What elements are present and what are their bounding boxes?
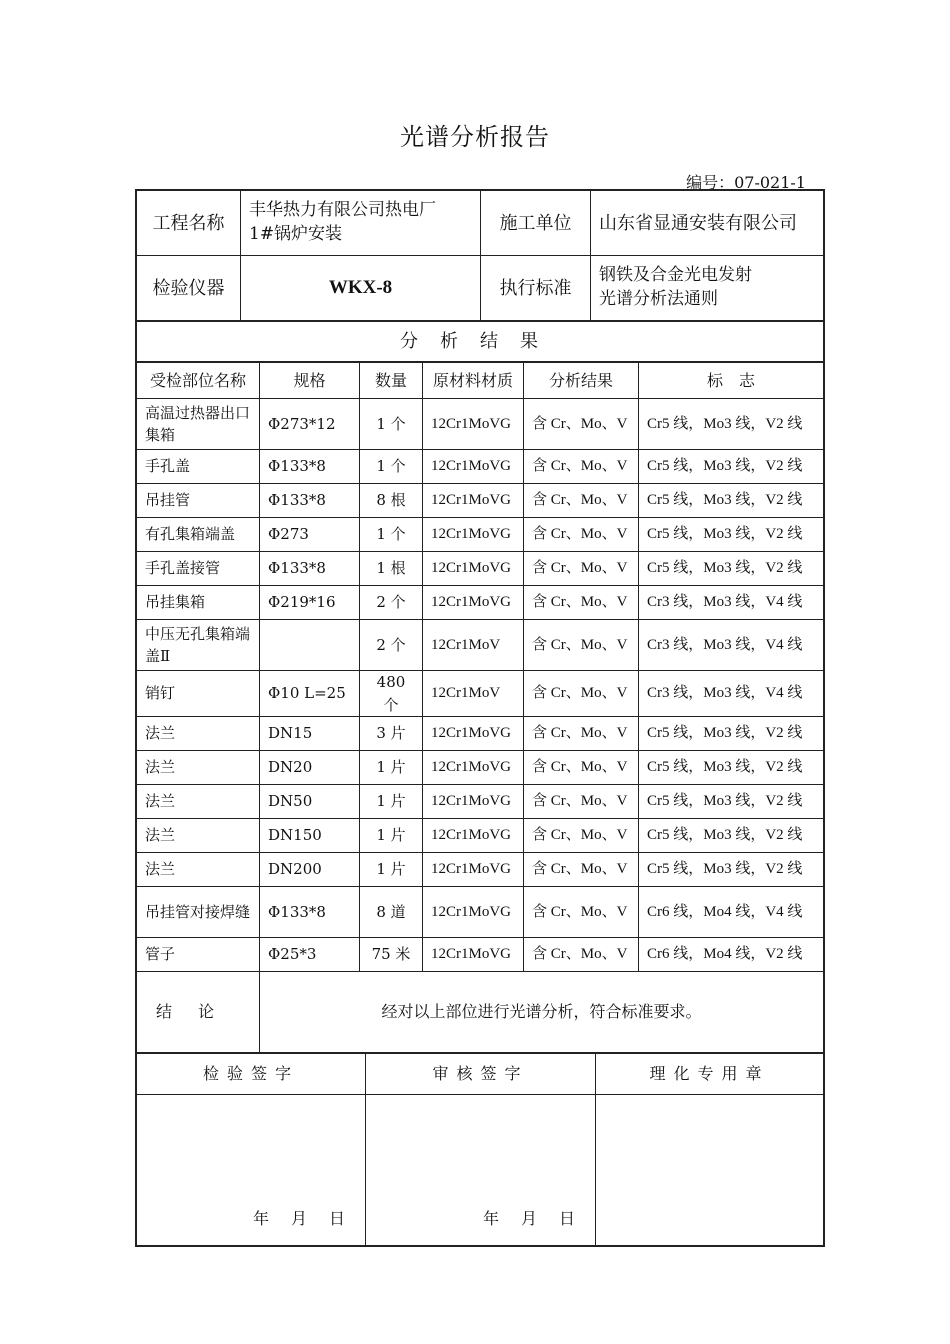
spec: Φ219*16	[260, 586, 360, 620]
marker-lines: Cr3 线，Mo3 线，V4 线	[639, 620, 824, 671]
part-name: 法兰	[137, 751, 260, 785]
part-name: 销钉	[137, 671, 260, 717]
quantity: 1 个	[360, 518, 423, 552]
table-row	[137, 484, 824, 518]
table-row	[137, 450, 824, 484]
material: 12Cr1MoVG	[423, 484, 524, 518]
analysis-result: 含 Cr、Mo、V	[524, 450, 639, 484]
marker-lines: Cr5 线，Mo3 线，V2 线	[639, 518, 824, 552]
quantity: 3 片	[360, 717, 423, 751]
table-row	[137, 819, 824, 853]
quantity: 480 个	[360, 671, 423, 717]
part-name: 法兰	[137, 819, 260, 853]
spec: Φ133*8	[260, 552, 360, 586]
conclusion-row	[137, 972, 824, 1053]
spec: DN150	[260, 819, 360, 853]
part-name: 手孔盖	[137, 450, 260, 484]
marker-lines: Cr5 线，Mo3 线，V2 线	[639, 785, 824, 819]
material: 12Cr1MoVG	[423, 938, 524, 972]
marker-lines: Cr5 线，Mo3 线，V2 线	[639, 399, 824, 450]
part-name: 吊挂管对接焊缝	[137, 887, 260, 938]
table-row	[137, 552, 824, 586]
analysis-result: 含 Cr、Mo、V	[524, 518, 639, 552]
table-row	[137, 518, 824, 552]
quantity: 1 片	[360, 853, 423, 887]
analysis-result: 含 Cr、Mo、V	[524, 887, 639, 938]
spec: Φ133*8	[260, 450, 360, 484]
part-name: 法兰	[137, 785, 260, 819]
part-name: 手孔盖接管	[137, 552, 260, 586]
material: 12Cr1MoVG	[423, 887, 524, 938]
material: 12Cr1MoVG	[423, 853, 524, 887]
quantity: 75 米	[360, 938, 423, 972]
seal-label: 理化专用章	[596, 1054, 824, 1095]
analysis-result: 含 Cr、Mo、V	[524, 785, 639, 819]
quantity: 1 片	[360, 785, 423, 819]
date-year: 年	[482, 1209, 499, 1228]
marker-lines: Cr5 线，Mo3 线，V2 线	[639, 751, 824, 785]
quantity: 8 道	[360, 887, 423, 938]
review-date	[374, 1207, 587, 1231]
quantity: 1 片	[360, 819, 423, 853]
seal-box[interactable]	[596, 1095, 824, 1246]
analysis-result: 含 Cr、Mo、V	[524, 399, 639, 450]
report-sheet	[135, 189, 825, 1247]
spec: DN200	[260, 853, 360, 887]
material: 12Cr1MoVG	[423, 399, 524, 450]
marker-lines: Cr5 线，Mo3 线，V2 线	[639, 552, 824, 586]
inspect-signature-box[interactable]	[137, 1095, 366, 1246]
material: 12Cr1MoVG	[423, 552, 524, 586]
table-row	[137, 620, 824, 671]
analysis-result: 含 Cr、Mo、V	[524, 586, 639, 620]
contractor-value: 山东省显通安装有限公司	[591, 191, 824, 256]
table-row	[137, 586, 824, 620]
table-row	[137, 887, 824, 938]
marker-lines: Cr5 线，Mo3 线，V2 线	[639, 717, 824, 751]
instrument-label: 检验仪器	[137, 256, 241, 321]
review-signature-box[interactable]	[366, 1095, 596, 1246]
date-month: 月	[290, 1209, 307, 1228]
quantity: 1 个	[360, 399, 423, 450]
material: 12Cr1MoV	[423, 620, 524, 671]
table-row	[137, 717, 824, 751]
material: 12Cr1MoVG	[423, 819, 524, 853]
marker-lines: Cr5 线，Mo3 线，V2 线	[639, 819, 824, 853]
quantity: 2 个	[360, 586, 423, 620]
date-day: 日	[328, 1209, 345, 1228]
analysis-result: 含 Cr、Mo、V	[524, 819, 639, 853]
material: 12Cr1MoVG	[423, 717, 524, 751]
analysis-result: 含 Cr、Mo、V	[524, 671, 639, 717]
material: 12Cr1MoVG	[423, 450, 524, 484]
table-row	[137, 853, 824, 887]
material: 12Cr1MoV	[423, 671, 524, 717]
analysis-result: 含 Cr、Mo、V	[524, 938, 639, 972]
spec: DN50	[260, 785, 360, 819]
report-title: 光谱分析报告	[400, 123, 550, 151]
col-header-part: 受检部位名称	[137, 363, 260, 399]
quantity: 2 个	[360, 620, 423, 671]
col-header-material: 原材料材质	[423, 363, 524, 399]
part-name: 法兰	[137, 717, 260, 751]
inspect-signature-label: 检验签字	[137, 1054, 366, 1095]
analysis-result: 含 Cr、Mo、V	[524, 751, 639, 785]
analysis-result: 含 Cr、Mo、V	[524, 484, 639, 518]
table-row	[137, 671, 824, 717]
inspect-date	[145, 1207, 357, 1231]
spec: DN20	[260, 751, 360, 785]
marker-lines: Cr5 线，Mo3 线，V2 线	[639, 853, 824, 887]
date-day: 日	[558, 1209, 575, 1228]
marker-lines: Cr5 线，Mo3 线，V2 线	[639, 484, 824, 518]
marker-lines: Cr5 线，Mo3 线，V2 线	[639, 450, 824, 484]
spec: Φ10 L=25	[260, 671, 360, 717]
part-name: 管子	[137, 938, 260, 972]
material: 12Cr1MoVG	[423, 518, 524, 552]
instrument-value: WKX-8	[241, 256, 481, 321]
spec: Φ133*8	[260, 887, 360, 938]
spec: Φ133*8	[260, 484, 360, 518]
spec	[260, 620, 360, 671]
table-row	[137, 938, 824, 972]
results-table	[136, 362, 824, 1053]
col-header-qty: 数量	[360, 363, 423, 399]
project-value: 丰华热力有限公司热电厂 1#锅炉安装	[241, 191, 481, 256]
header-table	[136, 190, 824, 321]
spec: Φ25*3	[260, 938, 360, 972]
quantity: 8 根	[360, 484, 423, 518]
analysis-result: 含 Cr、Mo、V	[524, 552, 639, 586]
review-signature-label: 审核签字	[366, 1054, 596, 1095]
section-title: 分析结果	[137, 322, 824, 362]
col-header-spec: 规格	[260, 363, 360, 399]
conclusion-text: 经对以上部位进行光谱分析，符合标准要求。	[260, 972, 824, 1053]
material: 12Cr1MoVG	[423, 751, 524, 785]
part-name: 中压无孔集箱端盖Ⅱ	[137, 620, 260, 671]
analysis-result: 含 Cr、Mo、V	[524, 620, 639, 671]
quantity: 1 个	[360, 450, 423, 484]
marker-lines: Cr3 线，Mo3 线，V4 线	[639, 586, 824, 620]
part-name: 吊挂集箱	[137, 586, 260, 620]
material: 12Cr1MoVG	[423, 785, 524, 819]
date-month: 月	[520, 1209, 537, 1228]
spec: Φ273*12	[260, 399, 360, 450]
part-name: 吊挂管	[137, 484, 260, 518]
project-label: 工程名称	[137, 191, 241, 256]
table-row	[137, 399, 824, 450]
analysis-result: 含 Cr、Mo、V	[524, 853, 639, 887]
part-name: 高温过热器出口集箱	[137, 399, 260, 450]
analysis-result: 含 Cr、Mo、V	[524, 717, 639, 751]
signature-table	[136, 1053, 824, 1246]
part-name: 法兰	[137, 853, 260, 887]
quantity: 1 片	[360, 751, 423, 785]
marker-lines: Cr6 线，Mo4 线，V2 线	[639, 938, 824, 972]
quantity: 1 根	[360, 552, 423, 586]
spec: Φ273	[260, 518, 360, 552]
spec: DN15	[260, 717, 360, 751]
table-row	[137, 751, 824, 785]
marker-lines: Cr3 线，Mo3 线，V4 线	[639, 671, 824, 717]
standard-value: 钢铁及合金光电发射 光谱分析法通则	[591, 256, 824, 321]
col-header-mark: 标 志	[639, 363, 824, 399]
material: 12Cr1MoVG	[423, 586, 524, 620]
conclusion-label: 结论	[137, 972, 260, 1053]
table-row	[137, 785, 824, 819]
section-title-table	[136, 321, 824, 362]
part-name: 有孔集箱端盖	[137, 518, 260, 552]
marker-lines: Cr6 线，Mo4 线，V4 线	[639, 887, 824, 938]
standard-label: 执行标准	[481, 256, 591, 321]
contractor-label: 施工单位	[481, 191, 591, 256]
col-header-result: 分析结果	[524, 363, 639, 399]
document-number: 编号：07-021-1	[686, 173, 806, 192]
date-year: 年	[252, 1209, 269, 1228]
